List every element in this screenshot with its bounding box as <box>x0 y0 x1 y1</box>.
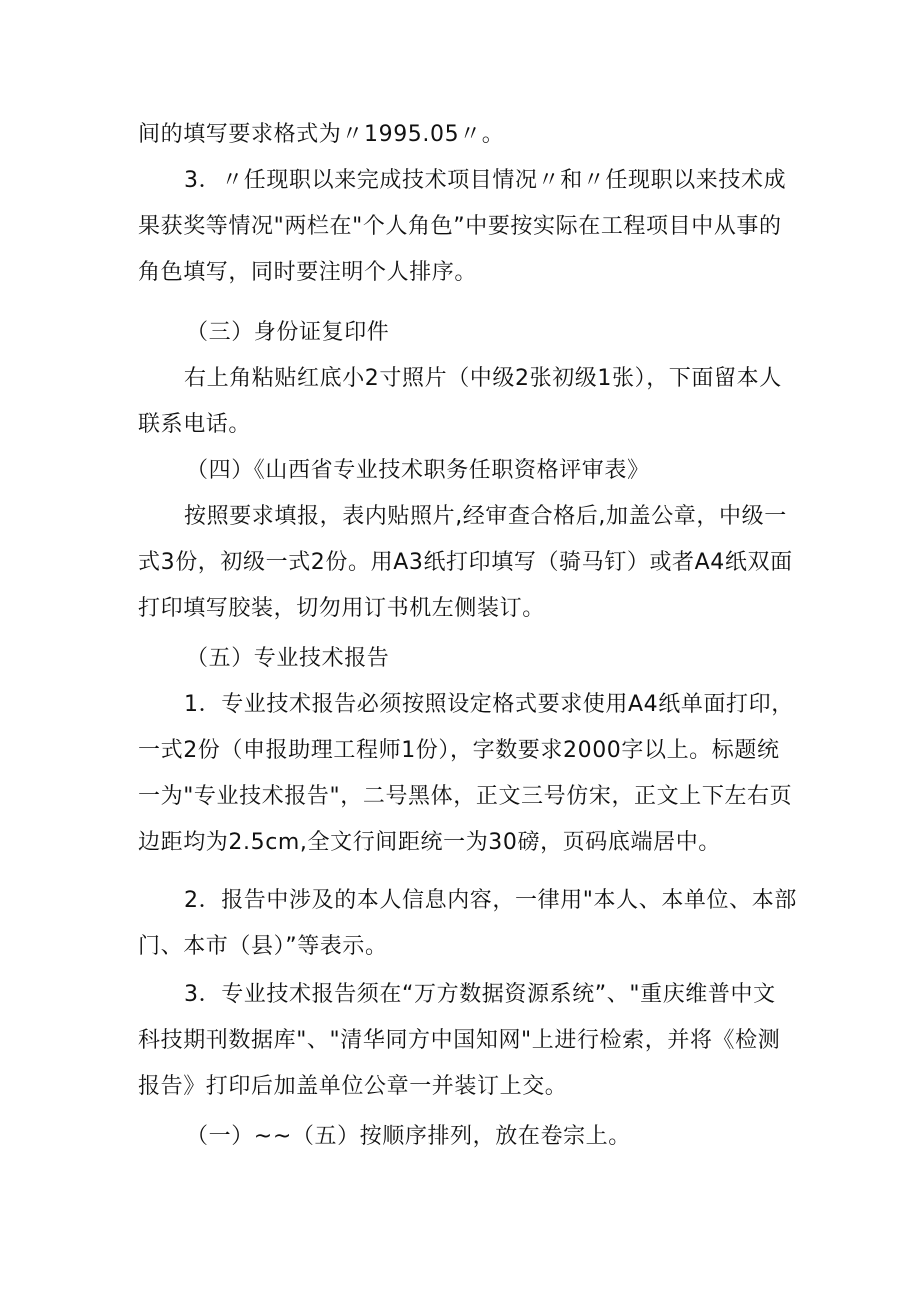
paragraph-report-format: 1．专业技术报告必须按照设定格式要求使用A4纸单面打印，一式2份（申报助理工程师1份），字数要求2000字以上。标题统一为"专业技术报告"，二号黑体，正文三号仿宋，正文上下左右页边距均为2.5cm,全文行间距统一为30磅，页码底端居中。 <box>138 692 794 855</box>
paragraph-review-form-details: 按照要求填报，表内贴照片,经审查合格后,加盖公章，中级一式3份，初级一式2份。用A3纸打印填写（骑马钉）或者A4纸双面打印填写胶装，切勿用订书机左侧装订。 <box>138 504 793 621</box>
section-heading-review-form: （四）《山西省专业技术职务任职资格评审表》 <box>186 458 650 483</box>
paragraph-report-privacy: 2．报告中涉及的本人信息内容，一律用"本人、本单位、本部门、本市（县）”等表示。 <box>138 888 797 959</box>
paragraph-report-search: 3．专业技术报告须在“万方数据资源系统”、"重庆维普中文科技期刊数据库"、"清华同方中国知网"上进行检索，并将《检测报告》打印后加盖单位公章一并装订上交。 <box>138 982 781 1099</box>
section-heading-technical-report: （五）专业技术报告 <box>186 646 390 671</box>
paragraph-ordering-note: （一）~~（五）按顺序排列，放在卷宗上。 <box>186 1124 631 1149</box>
paragraph-date-format: 间的填写要求格式为〃1995.05〃。 <box>138 122 505 147</box>
section-heading-id-copy: （三）身份证复印件 <box>186 320 390 345</box>
paragraph-role-requirement: 3．〃任现职以来完成技术项目情况〃和〃任现职以来技术成果获奖等情况"两栏在"个人角色”中要按实际在工程项目中从事的角色填写，同时要注明个人排序。 <box>138 168 787 285</box>
paragraph-photo-requirement: 右上角粘贴红底小2寸照片（中级2张初级1张），下面留本人联系电话。 <box>138 366 782 437</box>
